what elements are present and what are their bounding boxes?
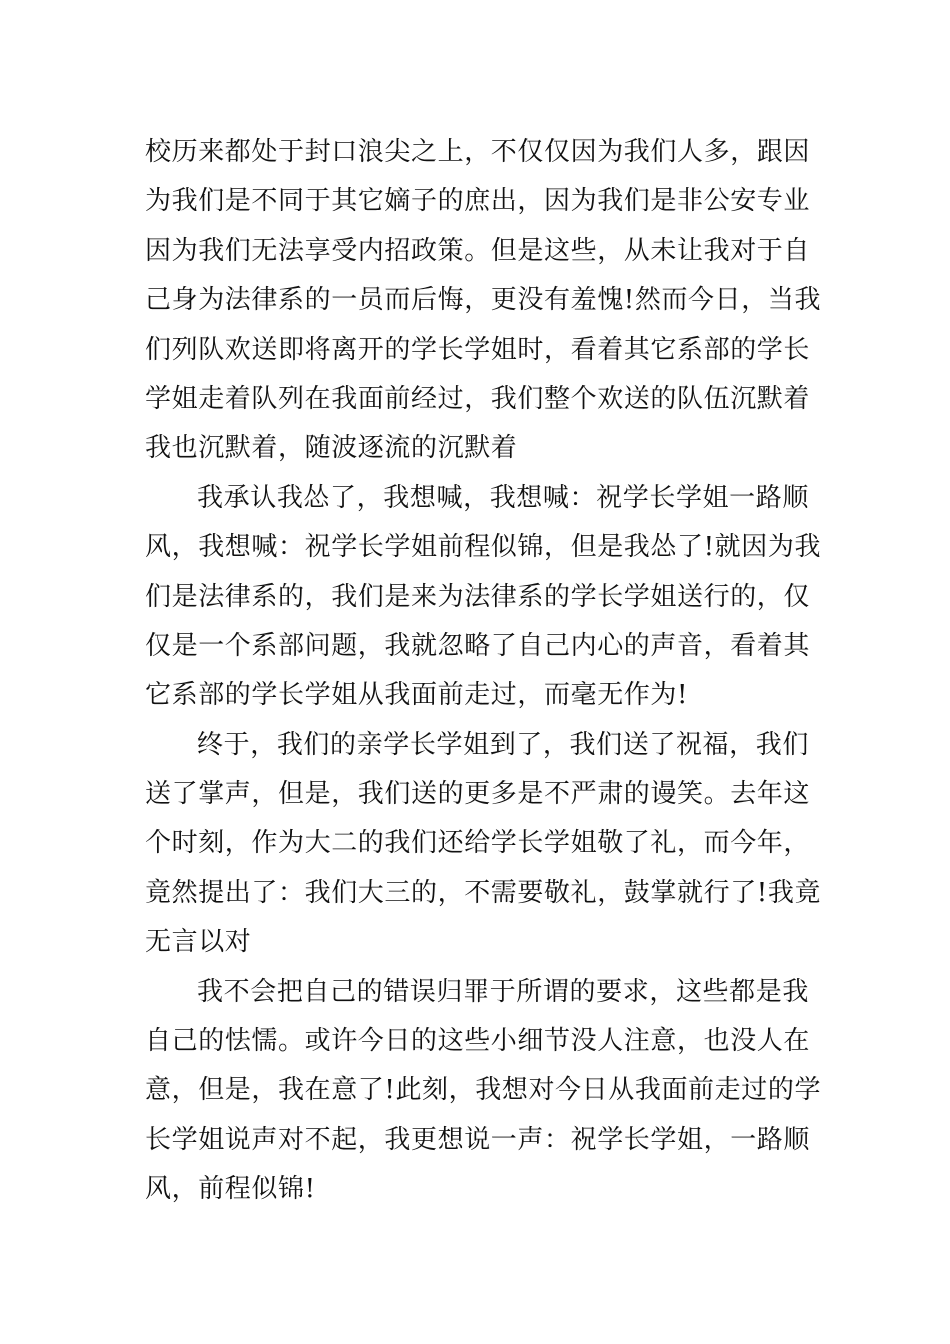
text-line: 为我们是不同于其它嫡子的庶出，因为我们是非公安专业 bbox=[145, 186, 811, 217]
text-line: 学姐走着队列在我面前经过，我们整个欢送的队伍沉默着 bbox=[145, 383, 811, 414]
text-line: 自己的怯懦。或许今日的这些小细节没人注意，也没人在 bbox=[145, 1026, 811, 1057]
text-line: 己身为法律系的一员而后悔，更没有羞愧!然而今日，当我 bbox=[145, 285, 822, 316]
text-line: 竟然提出了：我们大三的，不需要敬礼，鼓掌就行了!我竟 bbox=[145, 877, 822, 908]
text-line: 我承认我怂了，我想喊，我想喊：祝学长学姐一路顺 bbox=[197, 482, 809, 513]
text-line: 们是法律系的，我们是来为法律系的学长学姐送行的，仅 bbox=[145, 581, 811, 612]
paragraph-1 bbox=[145, 128, 822, 474]
text-line: 校历来都处于封口浪尖之上，不仅仅因为我们人多，跟因 bbox=[145, 137, 811, 167]
text-line: 意，但是，我在意了!此刻，我想对今日从我面前走过的学 bbox=[145, 1075, 822, 1106]
document-body bbox=[145, 128, 822, 1215]
paragraph-3 bbox=[145, 721, 822, 968]
text-line: 因为我们无法享受内招政策。但是这些，从未让我对于自 bbox=[145, 235, 811, 266]
text-line: 仅是一个系部问题，我就忽略了自己内心的声音，看着其 bbox=[145, 630, 811, 661]
paragraph-4 bbox=[145, 968, 822, 1215]
text-line: 风，前程似锦! bbox=[145, 1174, 316, 1205]
text-line: 个时刻，作为大二的我们还给学长学姐敬了礼，而今年， bbox=[145, 828, 811, 859]
text-line: 终于，我们的亲学长学姐到了，我们送了祝福，我们 bbox=[197, 729, 809, 760]
text-line: 无言以对 bbox=[145, 927, 252, 958]
text-line: 长学姐说声对不起，我更想说一声：祝学长学姐，一路顺 bbox=[145, 1124, 811, 1155]
text-line: 它系部的学长学姐从我面前走过，而毫无作为! bbox=[145, 680, 689, 711]
text-line: 风，我想喊：祝学长学姐前程似锦，但是我怂了!就因为我 bbox=[145, 532, 822, 563]
text-line: 我不会把自己的错误归罪于所谓的要求，这些都是我 bbox=[197, 976, 809, 1007]
paragraph-2 bbox=[145, 474, 822, 721]
text-line: 我也沉默着，随波逐流的沉默着 bbox=[145, 433, 518, 464]
text-line: 送了掌声，但是，我们送的更多是不严肃的谩笑。去年这 bbox=[145, 779, 811, 810]
text-line: 们列队欢送即将离开的学长学姐时，看着其它系部的学长 bbox=[145, 334, 811, 365]
